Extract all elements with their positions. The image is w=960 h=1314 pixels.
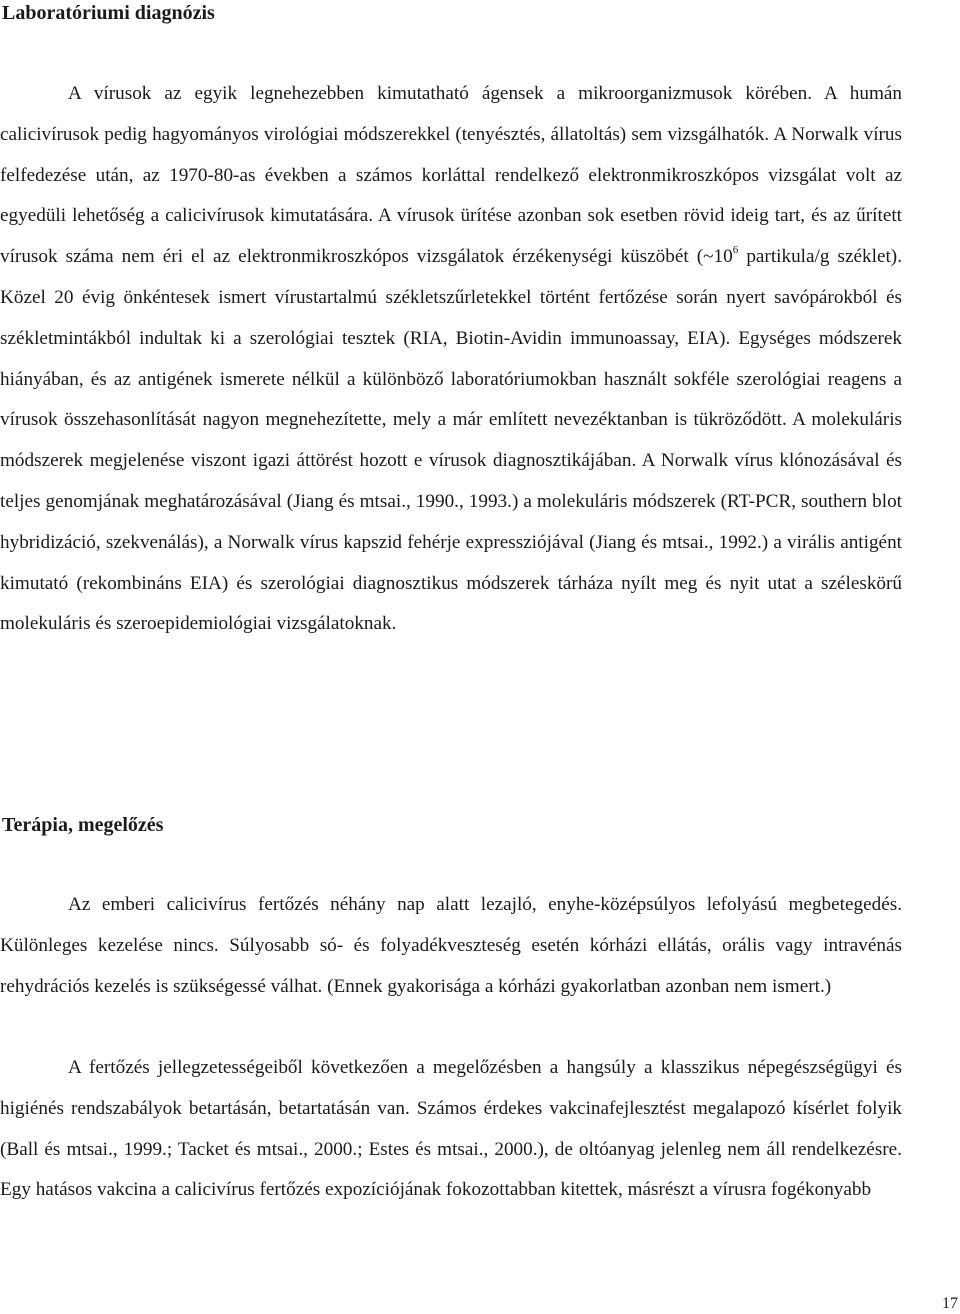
page-number: 17 bbox=[942, 1295, 958, 1312]
paragraph-text-part: partikula/g széklet). Közel 20 évig önkéntesek ismert vírustartalmú székletszűrletekkel történt fertőzése során nyert savópárokból és székletmintákból indultak ki a szerológiai tesztek (RIA, Biotin-Avidin immunoassay, EIA). Egységes módszerek hiányában, és az antigének ismerete nélkül a különböző laboratóriumokban használt sokféle szerológiai reagens a vírusok összehasonlítását nagyon megnehezítette, mely a már említett nevezéktanban is tükröződött. A molekuláris módszerek megjelenése viszont igazi áttörést hozott e vírusok diagnosztikájában. A Norwalk vírus klónozásával és teljes genomjának meghatározásával (Jiang és mtsai., 1990., 1993.) a molekuláris módszerek (RT-PCR, southern blot hybridizáció, szekvenálás), a Norwalk vírus kapszid fehérje expressziójával (Jiang és mtsai., 1992.) a virális antigént kimutató (rekombináns EIA) és szerológiai diagnosztikus módszerek tárháza nyílt meg és nyit utat a széleskörű molekuláris és szeroepidemiológiai vizsgálatoknak. bbox=[0, 246, 902, 635]
paragraph-therapy-1: Az emberi calicivírus fertőzés néhány nap alatt lezajló, enyhe-középsúlyos lefolyású megbetegedés. Különleges kezelése nincs. Súlyosabb só- és folyadékveszteség esetén kórházi ellátás, orális vagy intravénás rehydrációs kezelés is szükségessé válhat. (Ennek gyakorisága a kórházi gyakorlatban azonban nem ismert.) bbox=[0, 894, 902, 997]
paragraph-therapy-2: A fertőzés jellegzetességeiből következően a megelőzésben a hangsúly a klasszikus népegészségügyi és higiénés rendszabályok betartásán, betartatásán van. Számos érdekes vakcinafejlesztést megalapozó kísérlet folyik (Ball és mtsai., 1999.; Tacket és mtsai., 2000.; Estes és mtsai., 2000.), de oltóanyag jelenleg nem áll rendelkezésre. Egy hatásos vakcina a calicivírus fertőzés expozíciójának fokozottabban kitettek, másrészt a vírusra fogékonyabb bbox=[0, 1057, 902, 1201]
superscript-exponent: 6 bbox=[732, 244, 739, 257]
paragraph-diagnosis bbox=[0, 74, 902, 645]
section-heading-therapy: Terápia, megelőzés bbox=[2, 814, 164, 836]
paragraph-text-part: A vírusok az egyik legnehezebben kimutatható ágensek a mikroorganizmusok körében. A humán calicivírusok pedig hagyományos virológiai módszerekkel (tenyésztés, állatoltás) sem vizsgálhatók. A Norwalk vírus felfedezése után, az 1970-80-as években a számos korláttal rendelkező elektronmikroszkópos vizsgálat volt az egyedüli lehetőség a calicivírusok kimutatására. A vírusok ürítése azonban sok esetben rövid ideig tart, és az űrített vírusok száma nem éri el az elektronmikroszkópos vizsgálatok érzékenységi küszöbét (~10 bbox=[0, 83, 902, 268]
section-heading-diagnosis: Laboratóriumi diagnózis bbox=[2, 2, 215, 24]
